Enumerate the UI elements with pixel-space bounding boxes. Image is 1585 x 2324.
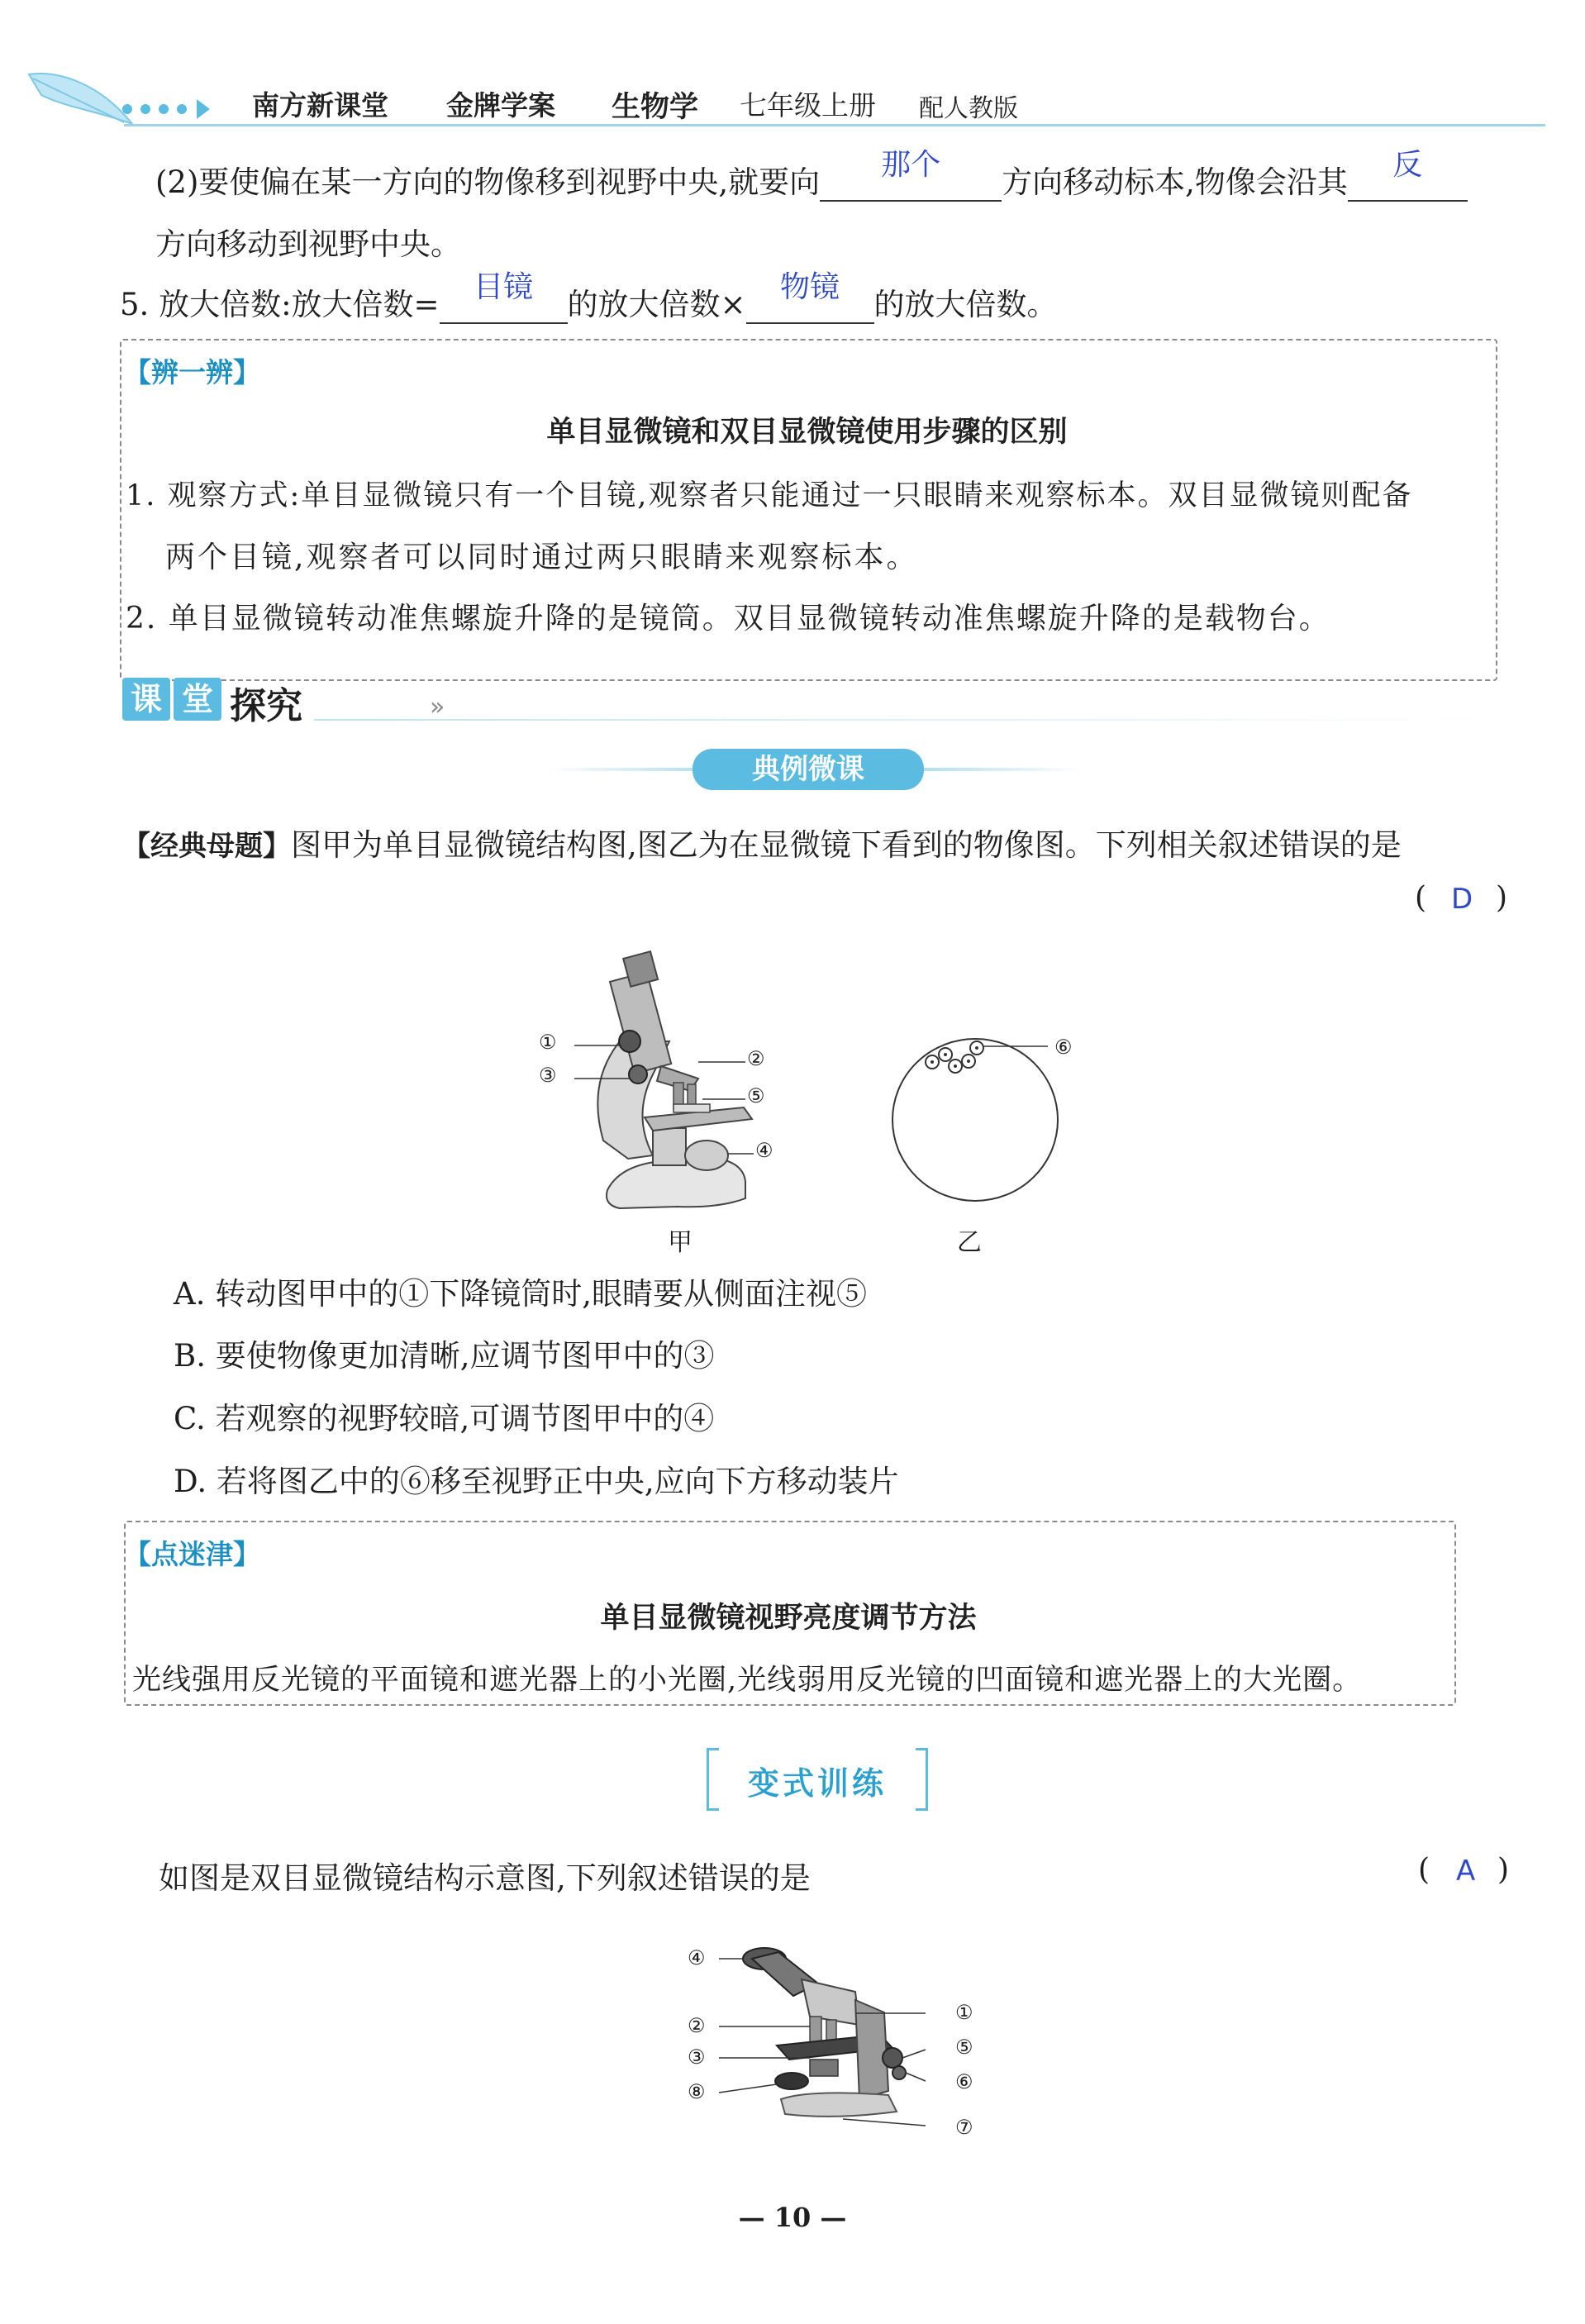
compare-line-1: 1. 观察方式:单目显微镜只有一个目镜,观察者只能通过一只眼睛来观察标本。双目显微镜则配备 [126, 479, 1413, 512]
monocular-microscope-icon [529, 942, 826, 1231]
header-decoration [25, 66, 140, 132]
q5-blank-2 [746, 270, 874, 324]
compare-title: 单目显微镜和双目显微镜使用步骤的区别 [546, 416, 1068, 449]
fig1-label-1: ① [539, 1031, 557, 1054]
option-c: C. 若观察的视野较暗,可调节图甲中的④ [174, 1401, 715, 1436]
q5-answer-2: 物镜 [780, 270, 840, 304]
q2-answer-2: 反 [1392, 148, 1423, 182]
header-dot [177, 104, 187, 114]
option-a: A. 转动图甲中的①下降镜筒时,眼睛要从侧面注视⑤ [174, 1276, 868, 1312]
section-arrows-icon: » [430, 693, 445, 721]
q5-blank-1 [440, 270, 568, 324]
figure-monocular-microscope [529, 942, 826, 1231]
header-book: 金牌学案 [446, 89, 555, 121]
compare-tag: 【辨一辨】 [124, 356, 260, 388]
variant-paren-open: ( [1418, 1853, 1430, 1887]
fig-yi-caption: 乙 [957, 1228, 982, 1257]
q5-text-post: 的放大倍数。 [873, 287, 1058, 322]
example-question-text: 图甲为单目显微镜结构图,图乙为在显微镜下看到的物像图。下列相关叙述错误的是 [291, 827, 1402, 863]
example-tag: 【经典母题】 [122, 830, 291, 863]
binocular-microscope-icon [686, 1934, 959, 2157]
variant-title: 变式训练 [747, 1765, 887, 1802]
variant-answer: A [1456, 1855, 1476, 1888]
page-number: — 10 — [738, 2202, 847, 2233]
q2-text-post: 方向移动到视野中央。 [155, 226, 461, 262]
section-title: 探究 [230, 685, 302, 727]
q5-text-mid: 的放大倍数× [567, 287, 746, 322]
fig3-label-2: ② [688, 2014, 706, 2037]
example-answer: D [1451, 883, 1473, 916]
variant-question: 如图是双目显微镜结构示意图,下列叙述错误的是 [159, 1860, 811, 1896]
fig1-label-3: ③ [539, 1064, 557, 1087]
q2-text-pre: (2)要使偏在某一方向的物像移到视野中央,就要向 [155, 164, 821, 200]
fig3-label-7: ⑦ [955, 2116, 973, 2139]
fig3-label-6: ⑥ [955, 2070, 973, 2093]
section-icon-1: 课 [122, 678, 170, 721]
q2-blank-2 [1348, 148, 1468, 202]
example-paren-close: ) [1496, 881, 1508, 915]
option-d: D. 若将图乙中的⑥移至视野正中央,应向下方移动装片 [174, 1464, 899, 1499]
variant-title-frame [707, 1748, 928, 1807]
fig3-label-5: ⑤ [955, 2036, 973, 2059]
header-dot [159, 104, 169, 114]
header-grade: 七年级上册 [740, 89, 876, 121]
header-edition: 配人教版 [919, 94, 1018, 123]
option-b: B. 要使物像更加清晰,应调节图甲中的③ [174, 1338, 715, 1374]
variant-paren-close: ) [1497, 1853, 1510, 1887]
subtitle-badge: 典例微课 [693, 749, 924, 790]
q2-text-mid: 方向移动标本,物像会沿其 [1002, 164, 1348, 200]
fig3-label-1: ① [955, 2001, 973, 2024]
header-dot [140, 104, 150, 114]
tip-text: 光线强用反光镜的平面镜和遮光器上的小光圈,光线弱用反光镜的凹面镜和遮光器上的大光圈。 [132, 1664, 1363, 1697]
header-series: 南方新课堂 [252, 89, 388, 121]
question-2 [155, 148, 1468, 202]
q2-answer-1: 那个 [881, 148, 941, 182]
fig2-label-6: ⑥ [1054, 1036, 1073, 1059]
section-icon-2: 堂 [174, 678, 221, 721]
fig1-label-4: ④ [755, 1139, 773, 1162]
fig1-label-5: ⑤ [747, 1084, 765, 1107]
compare-line-3: 2. 单目显微镜转动准焦螺旋升降的是镜筒。双目显微镜转动准焦螺旋升降的是载物台。 [126, 602, 1330, 636]
header-arrow-icon [197, 99, 210, 119]
example-paren-open: ( [1415, 881, 1427, 915]
question-5 [120, 270, 1058, 324]
example-question [122, 820, 1402, 864]
tip-tag: 【点迷津】 [124, 1538, 260, 1570]
tip-title: 单目显微镜视野亮度调节方法 [600, 1602, 977, 1635]
feather-icon [25, 66, 140, 132]
figure-binocular-microscope [686, 1934, 959, 2157]
fig3-label-4: ④ [688, 1946, 706, 1969]
fig1-label-2: ② [747, 1047, 765, 1070]
q5-text-pre: 5. 放大倍数:放大倍数= [120, 287, 440, 322]
header-subject: 生物学 [612, 91, 699, 124]
compare-line-2: 两个目镜,观察者可以同时通过两只眼睛来观察标本。 [165, 541, 919, 574]
q2-blank-1 [820, 148, 1002, 202]
section-rule [314, 719, 1487, 721]
q5-answer-1: 目镜 [474, 270, 534, 304]
fig3-label-3: ③ [688, 2045, 706, 2069]
header-rule [124, 124, 1545, 126]
fig-jia-caption: 甲 [668, 1228, 693, 1257]
fig3-label-8: ⑧ [688, 2080, 706, 2103]
header-dot [122, 104, 132, 114]
